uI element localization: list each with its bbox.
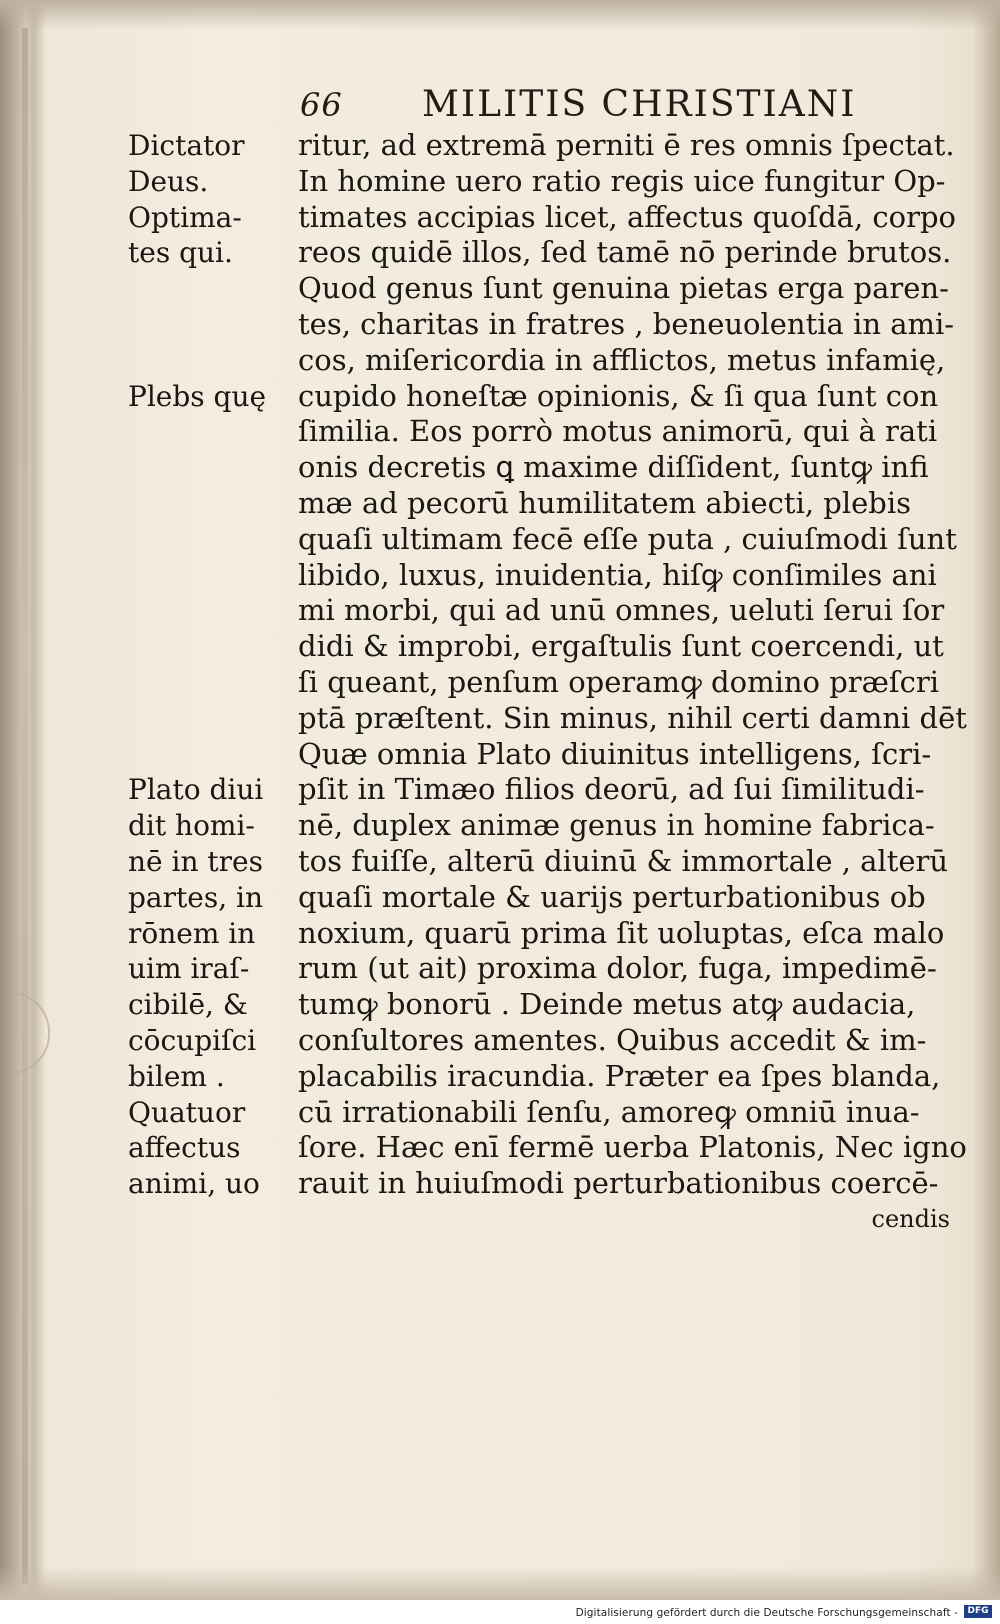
page-number: 66	[300, 86, 343, 124]
catchword: cendis	[871, 1204, 950, 1233]
top-shadow	[0, 0, 1000, 30]
marginal-note-line: Quatuor	[128, 1095, 246, 1129]
text-line: timates accipias licet, affectus quoſdā, corpo	[298, 199, 956, 234]
digitization-credit: Digitalisierung gefördert durch die Deutsche Forschungsgemeinschaft -	[575, 1607, 958, 1619]
text-line: Quæ omnia Plato diuinitus intelligens, ſcri-	[298, 736, 932, 771]
marginal-notes	[128, 128, 298, 1202]
marginal-note-line: Optima-	[128, 200, 242, 234]
marginal-note-line: Plebs quę	[128, 379, 267, 413]
text-line: reos quidē illos, ſed tamē nō perinde brutos.	[298, 235, 952, 270]
text-line: tos fuiſſe, alterū diuinū & immortale , alterū	[298, 843, 949, 878]
marginal-note-line: tes qui.	[128, 236, 233, 270]
text-line: Quod genus ſunt genuina pietas erga paren-	[298, 271, 949, 306]
text-line: onis decretis ꝗ maxime diſſident, ſuntꝙ infi	[298, 450, 929, 485]
main-text-block	[298, 128, 978, 1238]
text-line: pſit in Timæo filios deorū, ad ſui ſimilitudi-	[298, 772, 925, 807]
text-line: tumꝙ bonorū . Deinde metus atꝙ audacia,	[298, 987, 916, 1022]
marginal-note-line: rōnem in	[128, 916, 256, 950]
marginal-note-line: animi, uo	[128, 1167, 260, 1201]
text-line: ſore. Hæc enī fermē uerba Platonis, Nec igno	[298, 1130, 967, 1165]
text-line: quaſi ultimam fecē eſſe puta , cuiuſmodi ſunt	[298, 521, 957, 556]
text-line: rauit in huiuſmodi perturbationibus coercē-	[298, 1166, 939, 1201]
text-line: ritur, ad extremā perniti ē res omnis ſpectat.	[298, 128, 955, 162]
page-fore-edge	[22, 28, 28, 1584]
marginal-note-line: Dictator	[128, 129, 245, 162]
marginal-note-line: dit homi-	[128, 809, 255, 843]
marginal-note-line: cibilē, &	[128, 988, 248, 1022]
text-line: cos, miſericordia in afflictos, metus infamię,	[298, 342, 946, 377]
dfg-logo: DFG	[964, 1605, 992, 1618]
text-line: mi morbi, qui ad unū omnes, ueluti ſerui ſor	[298, 593, 945, 628]
marginal-note-line: uim iraſ-	[128, 952, 250, 986]
marginal-note-line: cōcupiſci	[128, 1023, 257, 1057]
page-header	[300, 84, 960, 126]
running-title: MILITIS CHRISTIANI	[422, 84, 857, 125]
marginal-note-line: Plato diui	[128, 773, 264, 807]
marginal-note-line: Deus.	[128, 164, 209, 198]
text-line: ſi queant, penſum operamꝙ domino præſcri	[298, 664, 940, 699]
marginal-note-line: bilem .	[128, 1059, 225, 1093]
text-line: cū irrationabili ſenſu, amoreꝙ omniū inua-	[298, 1094, 920, 1129]
marginal-note-line: nē in tres	[128, 844, 263, 878]
text-line: In homine uero ratio regis uice fungitur Op-	[298, 163, 946, 198]
text-line: nē, duplex animæ genus in homine fabrica-	[298, 808, 935, 843]
text-line: rum (ut ait) proxima dolor, fuga, impedimē-	[298, 951, 937, 986]
text-line: noxium, quarū prima ſit uoluptas, eſca malo	[298, 915, 945, 950]
text-line: libido, luxus, inuidentia, hiſꝙ conſimiles ani	[298, 557, 937, 592]
text-line: didi & improbi, ergaſtulis ſunt coercendi, ut	[298, 629, 944, 664]
marginal-note-line: affectus	[128, 1131, 241, 1165]
text-line: ptā præſtent. Sin minus, nihil certi damni dēt	[298, 700, 967, 735]
text-line: cupido honeſtæ opinionis, & ſi qua ſunt con	[298, 378, 939, 413]
text-line: tes, charitas in fratres , beneuolentia in ami-	[298, 306, 955, 341]
text-line: placabilis iracundia. Præter ea ſpes blanda,	[298, 1058, 941, 1093]
text-line: conſultores amentes. Quibus accedit & im-	[298, 1022, 927, 1057]
text-line: quaſi mortale & uarijs perturbationibus ob	[298, 879, 926, 914]
bottom-shadow	[0, 1566, 1000, 1600]
text-line: ſimilia. Eos porrò motus animorū, qui à rati	[298, 414, 938, 449]
marginal-note-line: partes, in	[128, 880, 263, 914]
text-line: mæ ad pecorū humilitatem abiecti, plebis	[298, 485, 912, 520]
